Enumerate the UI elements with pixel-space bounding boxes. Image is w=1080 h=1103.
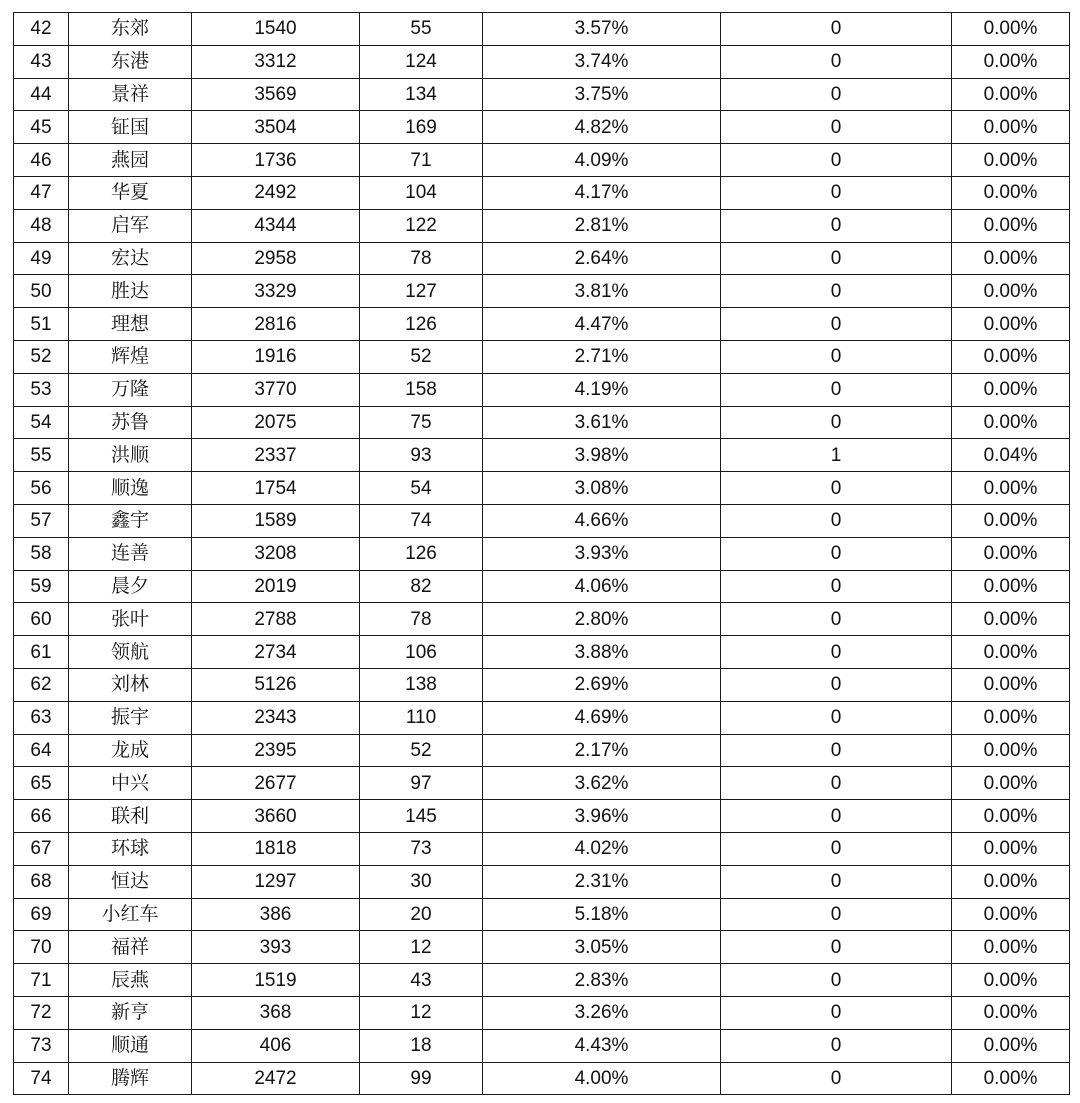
rate-cell: 2.83% — [483, 964, 721, 997]
company-name-cell: 中兴 — [69, 767, 192, 800]
count-cell: 104 — [360, 176, 483, 209]
issue-rate-cell: 0.00% — [952, 734, 1070, 767]
company-name-cell: 环球 — [69, 832, 192, 865]
row-number-cell: 43 — [14, 45, 69, 78]
count-cell: 12 — [360, 931, 483, 964]
issue-rate-cell: 0.04% — [952, 439, 1070, 472]
table-row — [14, 832, 1070, 865]
total-cell: 386 — [192, 898, 360, 931]
issue-rate-cell: 0.00% — [952, 78, 1070, 111]
table-row — [14, 13, 1070, 46]
issue-count-cell: 0 — [721, 603, 952, 636]
total-cell: 2958 — [192, 242, 360, 275]
stats-table — [13, 12, 1070, 1095]
count-cell: 52 — [360, 734, 483, 767]
table-row — [14, 373, 1070, 406]
rate-cell: 4.19% — [483, 373, 721, 406]
company-name-cell: 理想 — [69, 308, 192, 341]
table-row — [14, 767, 1070, 800]
total-cell: 1540 — [192, 13, 360, 46]
total-cell: 2337 — [192, 439, 360, 472]
issue-count-cell: 0 — [721, 964, 952, 997]
table-row — [14, 1029, 1070, 1062]
rate-cell: 3.93% — [483, 537, 721, 570]
issue-count-cell: 0 — [721, 472, 952, 505]
issue-rate-cell: 0.00% — [952, 308, 1070, 341]
row-number-cell: 44 — [14, 78, 69, 111]
total-cell: 2677 — [192, 767, 360, 800]
issue-count-cell: 0 — [721, 78, 952, 111]
issue-rate-cell: 0.00% — [952, 373, 1070, 406]
count-cell: 43 — [360, 964, 483, 997]
count-cell: 71 — [360, 144, 483, 177]
count-cell: 20 — [360, 898, 483, 931]
row-number-cell: 68 — [14, 865, 69, 898]
row-number-cell: 59 — [14, 570, 69, 603]
issue-rate-cell: 0.00% — [952, 996, 1070, 1029]
count-cell: 78 — [360, 603, 483, 636]
issue-rate-cell: 0.00% — [952, 13, 1070, 46]
row-number-cell: 42 — [14, 13, 69, 46]
data-sheet — [13, 12, 1069, 1096]
total-cell: 2492 — [192, 176, 360, 209]
row-number-cell: 52 — [14, 340, 69, 373]
issue-count-cell: 0 — [721, 209, 952, 242]
rate-cell: 4.17% — [483, 176, 721, 209]
issue-count-cell: 1 — [721, 439, 952, 472]
table-row — [14, 144, 1070, 177]
count-cell: 55 — [360, 13, 483, 46]
rate-cell: 4.82% — [483, 111, 721, 144]
count-cell: 93 — [360, 439, 483, 472]
rate-cell: 3.74% — [483, 45, 721, 78]
company-name-cell: 恒达 — [69, 865, 192, 898]
company-name-cell: 新亨 — [69, 996, 192, 1029]
row-number-cell: 63 — [14, 701, 69, 734]
rate-cell: 3.26% — [483, 996, 721, 1029]
issue-count-cell: 0 — [721, 504, 952, 537]
count-cell: 134 — [360, 78, 483, 111]
count-cell: 99 — [360, 1062, 483, 1095]
total-cell: 1297 — [192, 865, 360, 898]
issue-rate-cell: 0.00% — [952, 832, 1070, 865]
issue-rate-cell: 0.00% — [952, 603, 1070, 636]
company-name-cell: 联利 — [69, 800, 192, 833]
issue-count-cell: 0 — [721, 898, 952, 931]
total-cell: 2734 — [192, 636, 360, 669]
company-name-cell: 燕园 — [69, 144, 192, 177]
row-number-cell: 69 — [14, 898, 69, 931]
count-cell: 169 — [360, 111, 483, 144]
issue-rate-cell: 0.00% — [952, 800, 1070, 833]
rate-cell: 2.69% — [483, 668, 721, 701]
issue-rate-cell: 0.00% — [952, 45, 1070, 78]
rate-cell: 4.47% — [483, 308, 721, 341]
row-number-cell: 67 — [14, 832, 69, 865]
table-row — [14, 111, 1070, 144]
count-cell: 18 — [360, 1029, 483, 1062]
issue-count-cell: 0 — [721, 1029, 952, 1062]
total-cell: 2395 — [192, 734, 360, 767]
count-cell: 73 — [360, 832, 483, 865]
company-name-cell: 苏鲁 — [69, 406, 192, 439]
issue-rate-cell: 0.00% — [952, 898, 1070, 931]
table-row — [14, 340, 1070, 373]
count-cell: 30 — [360, 865, 483, 898]
table-row — [14, 242, 1070, 275]
issue-rate-cell: 0.00% — [952, 111, 1070, 144]
rate-cell: 4.69% — [483, 701, 721, 734]
rate-cell: 2.80% — [483, 603, 721, 636]
rate-cell: 4.09% — [483, 144, 721, 177]
company-name-cell: 万隆 — [69, 373, 192, 406]
row-number-cell: 65 — [14, 767, 69, 800]
count-cell: 78 — [360, 242, 483, 275]
table-row — [14, 275, 1070, 308]
issue-count-cell: 0 — [721, 668, 952, 701]
issue-count-cell: 0 — [721, 308, 952, 341]
table-row — [14, 701, 1070, 734]
total-cell: 2816 — [192, 308, 360, 341]
company-name-cell: 胜达 — [69, 275, 192, 308]
row-number-cell: 49 — [14, 242, 69, 275]
count-cell: 82 — [360, 570, 483, 603]
issue-count-cell: 0 — [721, 734, 952, 767]
issue-count-cell: 0 — [721, 373, 952, 406]
total-cell: 2788 — [192, 603, 360, 636]
company-name-cell: 鑫宇 — [69, 504, 192, 537]
table-row — [14, 668, 1070, 701]
row-number-cell: 64 — [14, 734, 69, 767]
total-cell: 3312 — [192, 45, 360, 78]
company-name-cell: 华夏 — [69, 176, 192, 209]
rate-cell: 2.31% — [483, 865, 721, 898]
row-number-cell: 48 — [14, 209, 69, 242]
table-row — [14, 636, 1070, 669]
issue-rate-cell: 0.00% — [952, 176, 1070, 209]
total-cell: 1818 — [192, 832, 360, 865]
table-row — [14, 931, 1070, 964]
issue-rate-cell: 0.00% — [952, 1062, 1070, 1095]
count-cell: 75 — [360, 406, 483, 439]
total-cell: 2019 — [192, 570, 360, 603]
count-cell: 122 — [360, 209, 483, 242]
company-name-cell: 东郊 — [69, 13, 192, 46]
count-cell: 145 — [360, 800, 483, 833]
table-row — [14, 78, 1070, 111]
count-cell: 158 — [360, 373, 483, 406]
rate-cell: 3.08% — [483, 472, 721, 505]
table-row — [14, 209, 1070, 242]
total-cell: 3504 — [192, 111, 360, 144]
company-name-cell: 东港 — [69, 45, 192, 78]
table-row — [14, 537, 1070, 570]
total-cell: 2343 — [192, 701, 360, 734]
rate-cell: 3.88% — [483, 636, 721, 669]
issue-count-cell: 0 — [721, 570, 952, 603]
company-name-cell: 辉煌 — [69, 340, 192, 373]
count-cell: 124 — [360, 45, 483, 78]
issue-rate-cell: 0.00% — [952, 340, 1070, 373]
total-cell: 1589 — [192, 504, 360, 537]
issue-count-cell: 0 — [721, 1062, 952, 1095]
rate-cell: 4.06% — [483, 570, 721, 603]
table-row — [14, 734, 1070, 767]
total-cell: 3569 — [192, 78, 360, 111]
table-row — [14, 45, 1070, 78]
company-name-cell: 龙成 — [69, 734, 192, 767]
company-name-cell: 辰燕 — [69, 964, 192, 997]
row-number-cell: 57 — [14, 504, 69, 537]
table-row — [14, 996, 1070, 1029]
issue-count-cell: 0 — [721, 45, 952, 78]
issue-rate-cell: 0.00% — [952, 504, 1070, 537]
issue-rate-cell: 0.00% — [952, 767, 1070, 800]
count-cell: 54 — [360, 472, 483, 505]
issue-count-cell: 0 — [721, 340, 952, 373]
issue-count-cell: 0 — [721, 931, 952, 964]
issue-rate-cell: 0.00% — [952, 275, 1070, 308]
row-number-cell: 61 — [14, 636, 69, 669]
issue-count-cell: 0 — [721, 275, 952, 308]
company-name-cell: 洪顺 — [69, 439, 192, 472]
issue-rate-cell: 0.00% — [952, 406, 1070, 439]
issue-count-cell: 0 — [721, 636, 952, 669]
rate-cell: 4.66% — [483, 504, 721, 537]
rate-cell: 3.57% — [483, 13, 721, 46]
issue-count-cell: 0 — [721, 832, 952, 865]
issue-count-cell: 0 — [721, 111, 952, 144]
company-name-cell: 晨夕 — [69, 570, 192, 603]
count-cell: 12 — [360, 996, 483, 1029]
total-cell: 3660 — [192, 800, 360, 833]
row-number-cell: 60 — [14, 603, 69, 636]
table-row — [14, 406, 1070, 439]
issue-rate-cell: 0.00% — [952, 668, 1070, 701]
total-cell: 1754 — [192, 472, 360, 505]
rate-cell: 3.61% — [483, 406, 721, 439]
count-cell: 138 — [360, 668, 483, 701]
total-cell: 393 — [192, 931, 360, 964]
company-name-cell: 启军 — [69, 209, 192, 242]
rate-cell: 3.81% — [483, 275, 721, 308]
company-name-cell: 腾辉 — [69, 1062, 192, 1095]
rate-cell: 2.64% — [483, 242, 721, 275]
issue-count-cell: 0 — [721, 800, 952, 833]
row-number-cell: 62 — [14, 668, 69, 701]
rate-cell: 3.75% — [483, 78, 721, 111]
total-cell: 1519 — [192, 964, 360, 997]
issue-count-cell: 0 — [721, 242, 952, 275]
row-number-cell: 53 — [14, 373, 69, 406]
issue-count-cell: 0 — [721, 537, 952, 570]
total-cell: 1916 — [192, 340, 360, 373]
total-cell: 3329 — [192, 275, 360, 308]
company-name-cell: 连善 — [69, 537, 192, 570]
issue-rate-cell: 0.00% — [952, 242, 1070, 275]
company-name-cell: 顺逸 — [69, 472, 192, 505]
issue-count-cell: 0 — [721, 865, 952, 898]
company-name-cell: 振宇 — [69, 701, 192, 734]
row-number-cell: 56 — [14, 472, 69, 505]
rate-cell: 3.62% — [483, 767, 721, 800]
issue-rate-cell: 0.00% — [952, 472, 1070, 505]
total-cell: 2075 — [192, 406, 360, 439]
table-row — [14, 439, 1070, 472]
row-number-cell: 73 — [14, 1029, 69, 1062]
rate-cell: 2.71% — [483, 340, 721, 373]
total-cell: 368 — [192, 996, 360, 1029]
table-body — [14, 13, 1070, 1095]
company-name-cell: 钲国 — [69, 111, 192, 144]
issue-rate-cell: 0.00% — [952, 636, 1070, 669]
issue-rate-cell: 0.00% — [952, 537, 1070, 570]
issue-count-cell: 0 — [721, 767, 952, 800]
company-name-cell: 顺通 — [69, 1029, 192, 1062]
issue-count-cell: 0 — [721, 176, 952, 209]
issue-rate-cell: 0.00% — [952, 1029, 1070, 1062]
rate-cell: 2.81% — [483, 209, 721, 242]
total-cell: 1736 — [192, 144, 360, 177]
issue-count-cell: 0 — [721, 701, 952, 734]
rate-cell: 3.98% — [483, 439, 721, 472]
issue-rate-cell: 0.00% — [952, 964, 1070, 997]
table-row — [14, 865, 1070, 898]
total-cell: 2472 — [192, 1062, 360, 1095]
table-row — [14, 308, 1070, 341]
count-cell: 127 — [360, 275, 483, 308]
table-row — [14, 176, 1070, 209]
row-number-cell: 70 — [14, 931, 69, 964]
count-cell: 126 — [360, 308, 483, 341]
count-cell: 110 — [360, 701, 483, 734]
issue-rate-cell: 0.00% — [952, 701, 1070, 734]
count-cell: 52 — [360, 340, 483, 373]
issue-rate-cell: 0.00% — [952, 931, 1070, 964]
total-cell: 5126 — [192, 668, 360, 701]
table-row — [14, 800, 1070, 833]
table-row — [14, 964, 1070, 997]
issue-rate-cell: 0.00% — [952, 209, 1070, 242]
rate-cell: 3.05% — [483, 931, 721, 964]
count-cell: 106 — [360, 636, 483, 669]
row-number-cell: 72 — [14, 996, 69, 1029]
rate-cell: 4.00% — [483, 1062, 721, 1095]
row-number-cell: 55 — [14, 439, 69, 472]
row-number-cell: 50 — [14, 275, 69, 308]
rate-cell: 2.17% — [483, 734, 721, 767]
count-cell: 74 — [360, 504, 483, 537]
row-number-cell: 71 — [14, 964, 69, 997]
company-name-cell: 宏达 — [69, 242, 192, 275]
row-number-cell: 46 — [14, 144, 69, 177]
row-number-cell: 51 — [14, 308, 69, 341]
company-name-cell: 景祥 — [69, 78, 192, 111]
total-cell: 3770 — [192, 373, 360, 406]
table-row — [14, 1062, 1070, 1095]
company-name-cell: 张叶 — [69, 603, 192, 636]
total-cell: 4344 — [192, 209, 360, 242]
issue-count-cell: 0 — [721, 13, 952, 46]
row-number-cell: 45 — [14, 111, 69, 144]
issue-rate-cell: 0.00% — [952, 144, 1070, 177]
company-name-cell: 小红车 — [69, 898, 192, 931]
row-number-cell: 66 — [14, 800, 69, 833]
rate-cell: 5.18% — [483, 898, 721, 931]
row-number-cell: 47 — [14, 176, 69, 209]
count-cell: 126 — [360, 537, 483, 570]
issue-rate-cell: 0.00% — [952, 865, 1070, 898]
row-number-cell: 58 — [14, 537, 69, 570]
table-row — [14, 472, 1070, 505]
company-name-cell: 福祥 — [69, 931, 192, 964]
row-number-cell: 74 — [14, 1062, 69, 1095]
issue-rate-cell: 0.00% — [952, 570, 1070, 603]
count-cell: 97 — [360, 767, 483, 800]
issue-count-cell: 0 — [721, 406, 952, 439]
issue-count-cell: 0 — [721, 144, 952, 177]
rate-cell: 3.96% — [483, 800, 721, 833]
company-name-cell: 刘林 — [69, 668, 192, 701]
table-row — [14, 570, 1070, 603]
company-name-cell: 领航 — [69, 636, 192, 669]
total-cell: 3208 — [192, 537, 360, 570]
table-row — [14, 603, 1070, 636]
rate-cell: 4.02% — [483, 832, 721, 865]
total-cell: 406 — [192, 1029, 360, 1062]
row-number-cell: 54 — [14, 406, 69, 439]
table-row — [14, 504, 1070, 537]
issue-count-cell: 0 — [721, 996, 952, 1029]
rate-cell: 4.43% — [483, 1029, 721, 1062]
table-row — [14, 898, 1070, 931]
